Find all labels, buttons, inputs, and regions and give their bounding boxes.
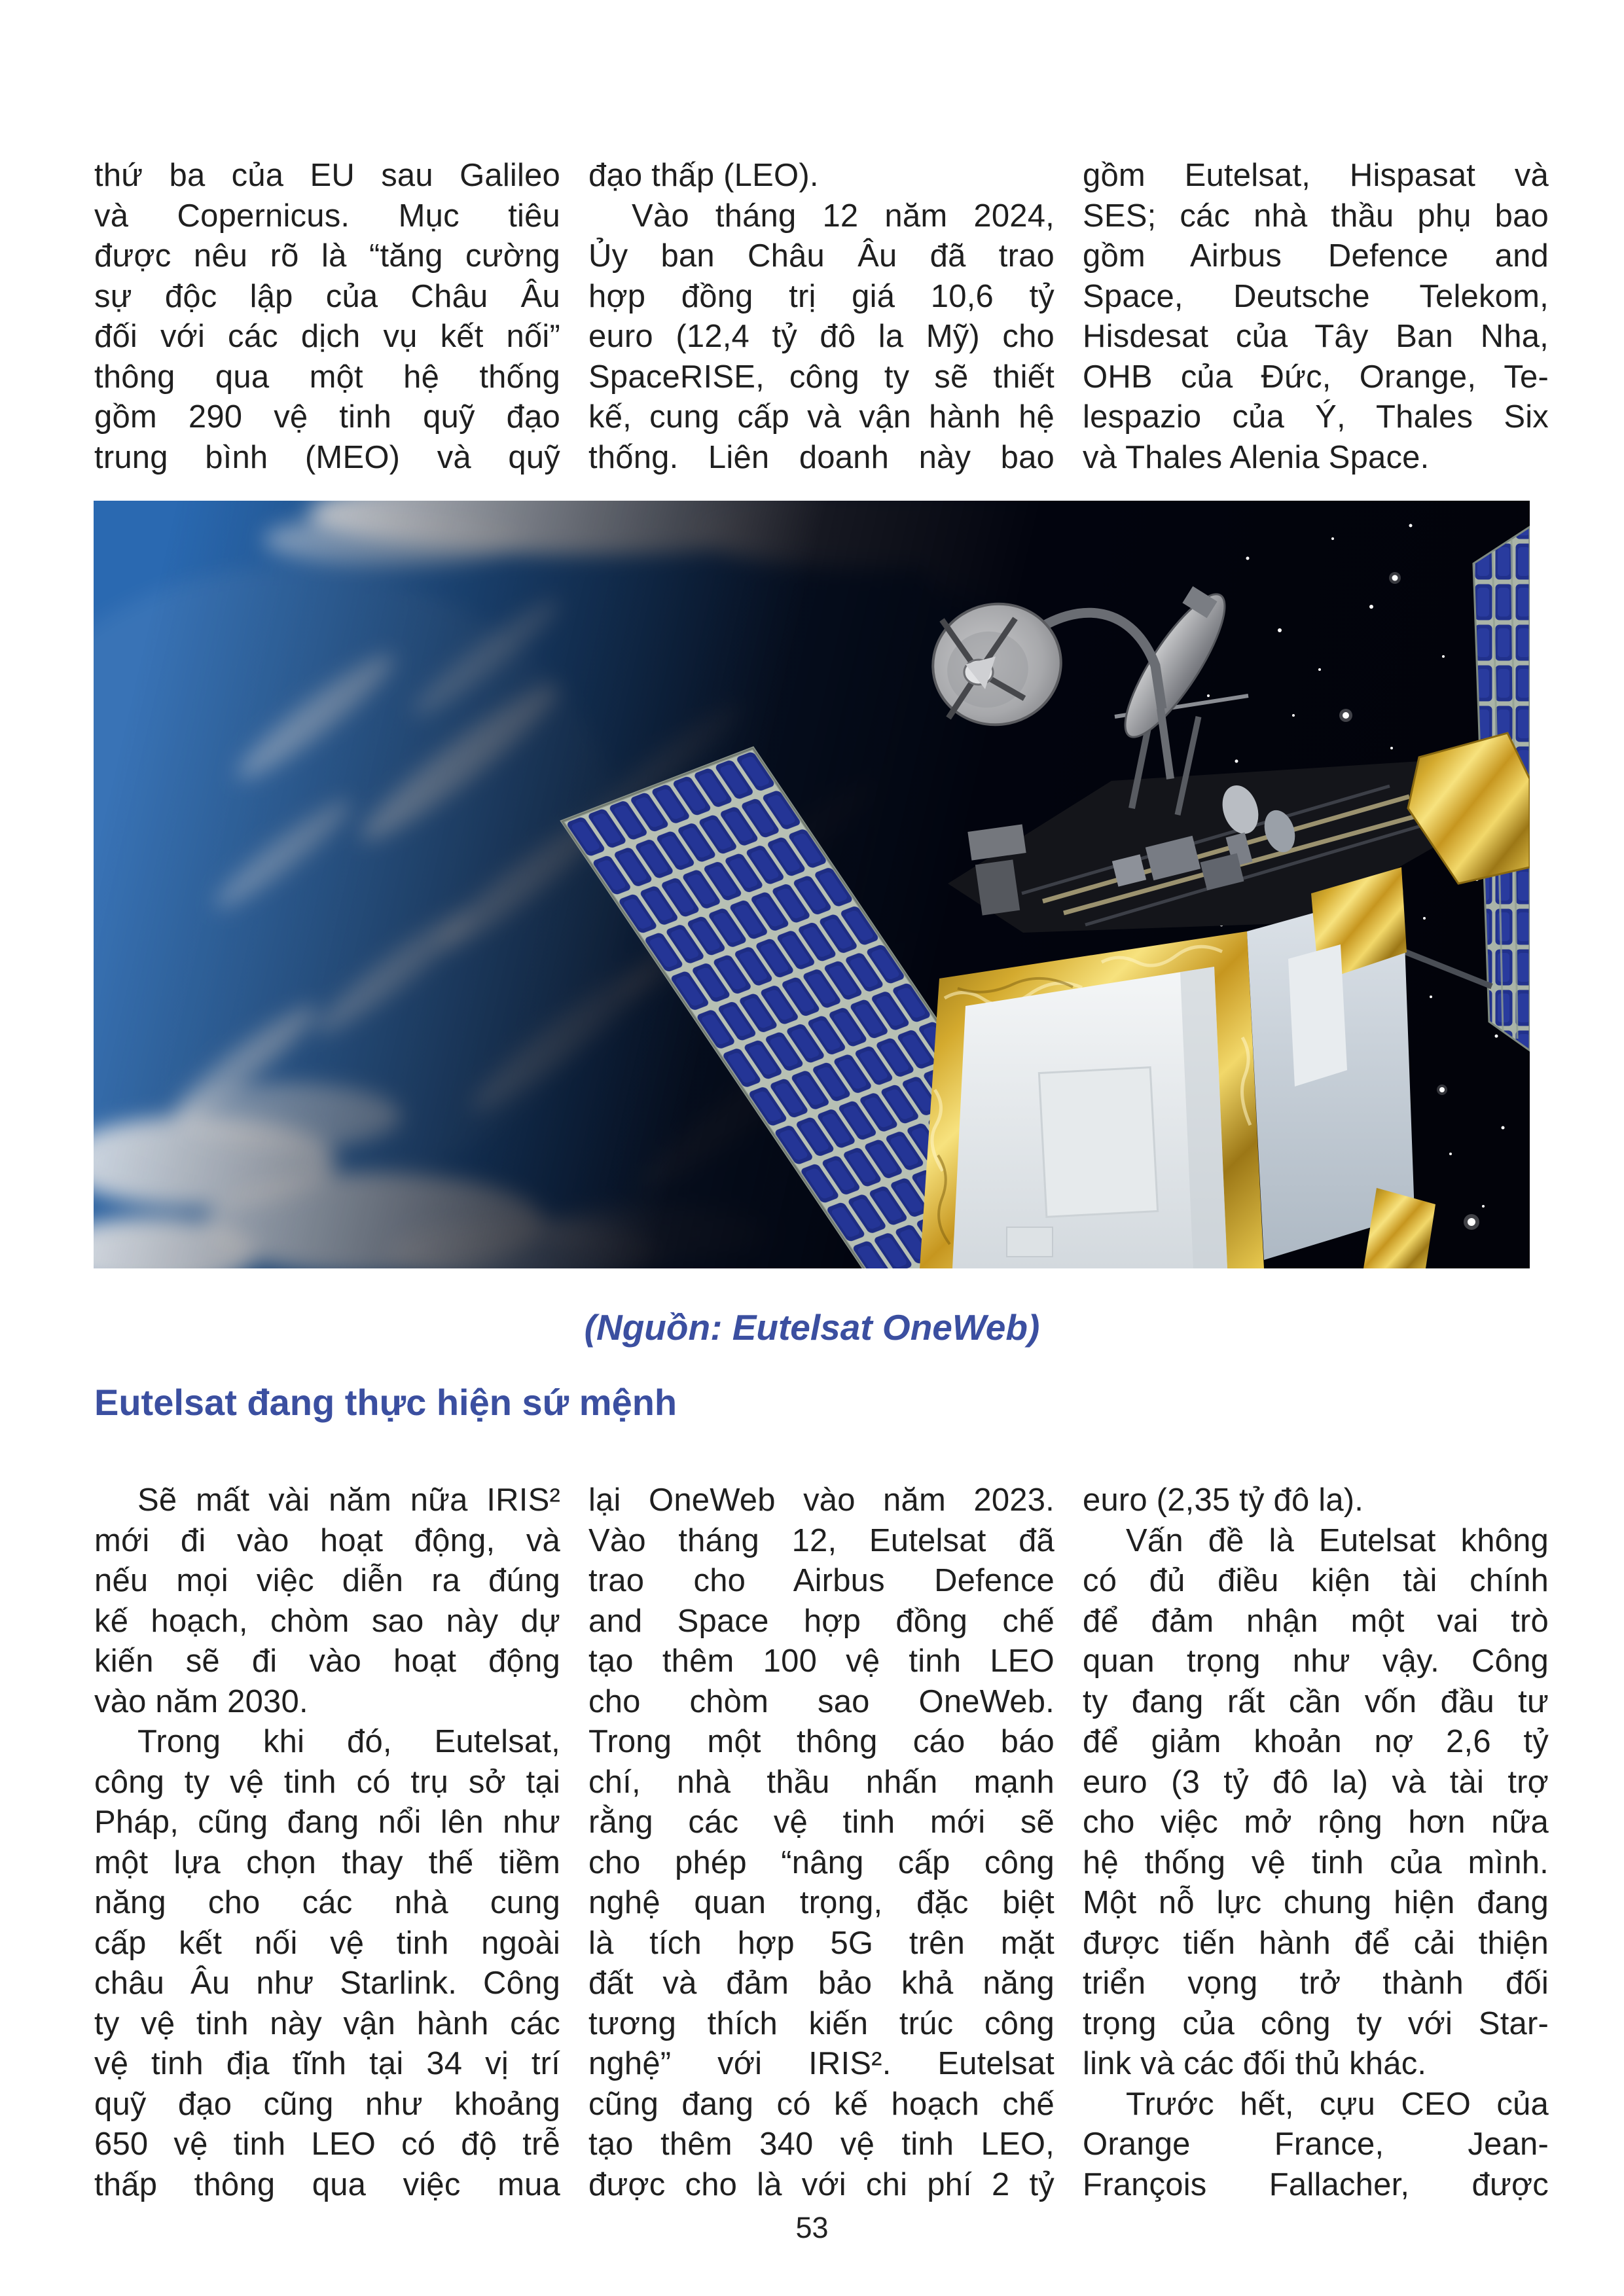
text-line: đạo thấp (LEO).: [588, 158, 819, 193]
text-line: quan trọng như vậy. Công: [1083, 1643, 1549, 1679]
text-line: công ty vệ tinh có trụ sở tại: [94, 1764, 560, 1800]
satellite-figure: [94, 501, 1530, 1268]
text-line: triển vọng trở thành đối: [1083, 1965, 1549, 2001]
text-column: [1083, 1480, 1549, 2205]
text-line: tương thích kiến trúc công: [588, 2005, 1055, 2041]
text-line: hệ thống vệ tinh của mình.: [1083, 1844, 1549, 1880]
text-line: trung bình (MEO) và quỹ: [94, 439, 560, 475]
bottom-text-section: [94, 1480, 1549, 2205]
text-column: [588, 156, 1055, 478]
text-line: năng cho các nhà cung: [94, 1885, 560, 1920]
text-column: [1083, 156, 1549, 478]
text-line: Pháp, cũng đang nổi lên như: [94, 1804, 560, 1840]
text-line: để đảm nhận một vai trò: [1083, 1603, 1549, 1639]
text-line: Hisdesat của Tây Ban Nha,: [1083, 319, 1549, 354]
text-column: [94, 156, 560, 478]
text-line: tạo thêm 340 vệ tinh LEO,: [588, 2126, 1055, 2162]
text-line: cấp kết nối vệ tinh ngoài: [94, 1925, 560, 1961]
text-line: gồm 290 vệ tinh quỹ đạo: [94, 399, 560, 435]
text-line: Sẽ mất vài năm nữa IRIS²: [137, 1482, 560, 1518]
text-line: François Fallacher, được: [1083, 2166, 1549, 2202]
text-line: có đủ điều kiện tài chính: [1083, 1563, 1549, 1598]
text-line: để giảm khoản nợ 2,6 tỷ: [1083, 1724, 1549, 1759]
text-line: được nêu rõ là “tăng cường: [94, 238, 560, 274]
text-line: gồm Airbus Defence and: [1083, 238, 1549, 274]
text-line: ty đang rất cần vốn đầu tư: [1083, 1683, 1549, 1719]
text-line: thống. Liên doanh này bao: [588, 439, 1055, 475]
text-column: [94, 1480, 560, 2205]
text-line: đối với các dịch vụ kết nối”: [94, 319, 560, 354]
text-line: Vào tháng 12, Eutelsat đã: [588, 1522, 1055, 1558]
text-line: cho chòm sao OneWeb.: [588, 1683, 1055, 1719]
text-line: kiến sẽ đi vào hoạt động: [94, 1643, 560, 1679]
text-line: Một nỗ lực chung hiện đang: [1083, 1885, 1549, 1920]
text-line: cho phép “nâng cấp công: [588, 1844, 1055, 1880]
text-line: và Copernicus. Mục tiêu: [94, 198, 560, 234]
text-line: link và các đối thủ khác.: [1083, 2046, 1427, 2081]
text-line: euro (12,4 tỷ đô la Mỹ) cho: [588, 319, 1055, 354]
text-column: [588, 1480, 1055, 2205]
section-heading: Eutelsat đang thực hiện sứ mệnh: [94, 1382, 677, 1423]
top-text-section: [94, 156, 1549, 478]
text-line: và Thales Alenia Space.: [1083, 439, 1430, 475]
text-line: thứ ba của EU sau Galileo: [94, 158, 560, 193]
text-line: cũng đang có kế hoạch chế: [588, 2086, 1055, 2122]
text-line: một lựa chọn thay thế tiềm: [94, 1844, 560, 1880]
text-line: Trước hết, cựu CEO của: [1126, 2086, 1549, 2122]
text-line: nếu mọi việc diễn ra đúng: [94, 1563, 560, 1598]
text-line: OHB của Đức, Orange, Te-: [1083, 359, 1549, 395]
text-line: Ủy ban Châu Âu đã trao: [588, 238, 1055, 274]
text-line: hợp đồng trị giá 10,6 tỷ: [588, 278, 1055, 314]
text-line: là tích hợp 5G trên mặt: [588, 1925, 1055, 1961]
text-line: and Space hợp đồng chế: [588, 1603, 1055, 1639]
text-line: Orange France, Jean-: [1083, 2126, 1549, 2162]
text-line: Space, Deutsche Telekom,: [1083, 278, 1549, 314]
text-line: lại OneWeb vào năm 2023.: [588, 1482, 1055, 1518]
text-line: tạo thêm 100 vệ tinh LEO: [588, 1643, 1055, 1679]
text-line: sự độc lập của Châu Âu: [94, 278, 560, 314]
text-line: SpaceRISE, công ty sẽ thiết: [588, 359, 1055, 395]
text-line: Vấn đề là Eutelsat không: [1126, 1522, 1549, 1558]
text-line: trao cho Airbus Defence: [588, 1563, 1055, 1598]
text-line: châu Âu như Starlink. Công: [94, 1965, 560, 2001]
text-line: kế hoạch, chòm sao này dự: [94, 1603, 560, 1639]
text-line: SES; các nhà thầu phụ bao: [1083, 198, 1549, 234]
text-line: trọng của công ty với Star-: [1083, 2005, 1549, 2041]
text-line: cho việc mở rộng hơn nữa: [1083, 1804, 1549, 1840]
text-line: mới đi vào hoạt động, và: [94, 1522, 560, 1558]
text-line: lespazio của Ý, Thales Six: [1083, 399, 1549, 435]
text-line: ty vệ tinh này vận hành các: [94, 2005, 560, 2041]
text-line: Vào tháng 12 năm 2024,: [632, 198, 1055, 234]
text-line: được cho là với chi phí 2 tỷ: [588, 2166, 1055, 2202]
text-line: Trong một thông cáo báo: [588, 1724, 1055, 1759]
text-line: chí, nhà thầu nhấn mạnh: [588, 1764, 1055, 1800]
text-line: nghệ quan trọng, đặc biệt: [588, 1885, 1055, 1920]
text-line: kế, cung cấp và vận hành hệ: [588, 399, 1055, 435]
text-line: được tiến hành để cải thiện: [1083, 1925, 1549, 1961]
page-number: 53: [795, 2211, 829, 2244]
text-line: thấp thông qua việc mua: [94, 2166, 560, 2202]
text-line: euro (3 tỷ đô la) và tài trợ: [1083, 1764, 1549, 1800]
text-line: quỹ đạo cũng như khoảng: [94, 2086, 560, 2122]
text-line: đất và đảm bảo khả năng: [588, 1965, 1055, 2001]
text-line: nghệ” với IRIS². Eutelsat: [588, 2046, 1055, 2081]
text-line: gồm Eutelsat, Hispasat và: [1083, 158, 1549, 193]
text-line: Trong khi đó, Eutelsat,: [137, 1724, 560, 1759]
figure-caption: (Nguồn: Eutelsat OneWeb): [584, 1307, 1040, 1348]
text-line: 650 vệ tinh LEO có độ trễ: [94, 2126, 560, 2162]
text-line: vào năm 2030.: [94, 1683, 308, 1719]
text-line: vệ tinh địa tĩnh tại 34 vị trí: [94, 2046, 560, 2081]
text-line: euro (2,35 tỷ đô la).: [1083, 1482, 1364, 1518]
text-line: rằng các vệ tinh mới sẽ: [588, 1804, 1055, 1840]
text-line: thông qua một hệ thống: [94, 359, 560, 395]
